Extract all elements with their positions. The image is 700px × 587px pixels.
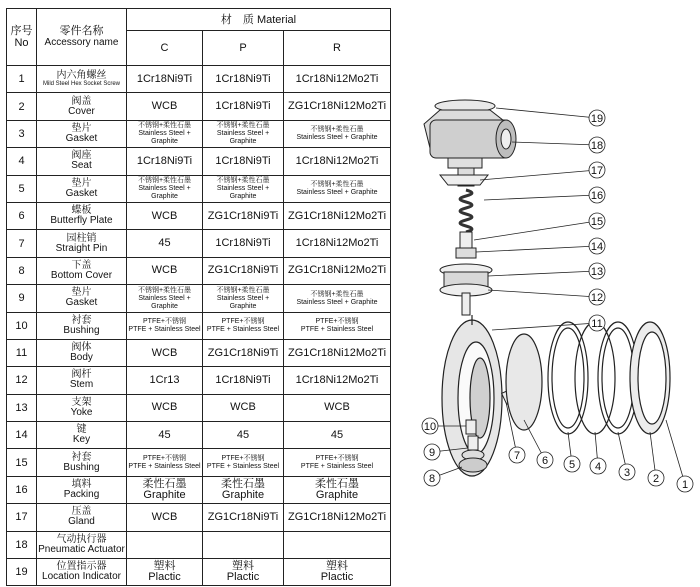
material-c <box>127 531 203 558</box>
table-row <box>7 148 391 175</box>
material-c <box>127 202 203 229</box>
callout-5 <box>564 432 580 472</box>
material-r <box>284 504 391 531</box>
material-p-line1: 柔性石墨 <box>221 478 265 491</box>
callout-2 <box>648 432 664 486</box>
col-p-header: P <box>203 31 284 66</box>
row-number: 6 <box>7 202 37 229</box>
material-r <box>284 285 391 312</box>
material-c-line2: Plactic <box>148 571 181 584</box>
material-p-line2: Plactic <box>226 571 260 584</box>
material-r-line2: Stainless Steel + Graphite <box>296 298 378 306</box>
row-number: 18 <box>7 531 37 558</box>
material-r-line1: WCB <box>324 401 350 414</box>
material-c-line1: WCB <box>151 100 178 113</box>
material-c-line1: PTFE+不锈钢 <box>143 318 186 326</box>
material-r-line1: ZG1Cr18Ni12Mo2Ti <box>288 209 387 222</box>
part-name-en: Gasket <box>65 297 98 309</box>
material-c <box>127 93 203 120</box>
material-c <box>127 230 203 257</box>
table-row <box>7 66 391 93</box>
callout-label: 13 <box>590 266 604 278</box>
pneumatic-actuator-drawing <box>424 100 516 168</box>
material-p <box>203 148 284 175</box>
part-name-en: Key <box>72 434 91 446</box>
callout-label: 2 <box>652 473 660 485</box>
material-r <box>284 559 391 586</box>
material-r <box>284 93 391 120</box>
material-c <box>127 148 203 175</box>
material-c-line2: Graphite <box>143 489 186 502</box>
part-name-en: Gland <box>68 516 95 528</box>
callout-18 <box>512 137 605 153</box>
part-name <box>37 202 127 229</box>
material-p-line1: ZG1Cr18Ni9Ti <box>207 510 279 523</box>
part-name-en: Pneumatic Actuator <box>38 543 125 555</box>
row-number: 12 <box>7 367 37 394</box>
material-r <box>284 449 391 476</box>
part-name-en: Straight Pin <box>55 242 108 254</box>
material-p-line1: 塑料 <box>232 560 254 573</box>
callout-4 <box>590 432 606 474</box>
callout-label: 5 <box>568 459 576 471</box>
material-r-line1: 1Cr18Ni12Mo2Ti <box>295 237 379 250</box>
part-name-en: Mild Steel Hex Socket Screw <box>42 80 121 87</box>
material-r-line1: ZG1Cr18Ni12Mo2Ti <box>288 346 387 359</box>
callout-label: 18 <box>590 140 604 152</box>
material-c-line1: WCB <box>151 264 178 277</box>
material-c-line1: 1Cr18Ni9Ti <box>136 154 193 167</box>
material-p <box>203 339 284 366</box>
part-name-zh: 衬套 <box>71 451 92 463</box>
table-row <box>7 422 391 449</box>
callout-label: 6 <box>541 455 549 467</box>
material-c <box>127 476 203 503</box>
material-r-line1: 45 <box>330 428 344 441</box>
part-name <box>37 422 127 449</box>
material-c <box>127 422 203 449</box>
part-name <box>37 504 127 531</box>
callout-label: 19 <box>590 113 604 125</box>
part-name-en: Packing <box>63 489 100 501</box>
callout-3 <box>618 432 635 480</box>
callout-15 <box>474 213 605 240</box>
part-name-en: Cover <box>68 105 95 117</box>
material-p <box>203 367 284 394</box>
part-name <box>37 66 127 93</box>
row-number: 8 <box>7 257 37 284</box>
callout-label: 4 <box>594 461 602 473</box>
material-c-line2: PTFE + Stainless Steel <box>128 463 201 471</box>
material-c-line1: 1Cr18Ni9Ti <box>136 72 193 85</box>
no-header-en: No <box>14 37 29 49</box>
material-p <box>203 120 284 147</box>
material-c-line1: WCB <box>151 346 178 359</box>
material-p-line2: Stainless Steel + Graphite <box>216 130 270 146</box>
material-c <box>127 66 203 93</box>
rings-drawing <box>506 322 670 434</box>
material-r-line1: 柔性石墨 <box>315 478 359 491</box>
col-c-header: C <box>127 31 203 66</box>
part-name-zh: 阀杆 <box>71 369 92 381</box>
material-c <box>127 394 203 421</box>
material-r-line2: Stainless Steel + Graphite <box>296 134 378 142</box>
row-number: 9 <box>7 285 37 312</box>
material-p <box>203 476 284 503</box>
material-c-line2: Stainless Steel + Graphite <box>138 130 191 146</box>
row-number: 3 <box>7 120 37 147</box>
part-name-zh: 键 <box>76 424 87 436</box>
part-name-en: Gasket <box>65 132 98 144</box>
material-c-line1: 柔性石墨 <box>142 478 187 491</box>
part-name <box>37 531 127 558</box>
material-p-line2: PTFE + Stainless Steel <box>206 326 280 334</box>
material-c <box>127 339 203 366</box>
material-p-line1: PTFE+不锈钢 <box>221 455 265 463</box>
part-name-en: Bushing <box>63 324 100 336</box>
part-name <box>37 120 127 147</box>
part-name-zh: 阀体 <box>71 342 92 354</box>
callout-label: 7 <box>513 450 521 462</box>
table-row <box>7 257 391 284</box>
part-name <box>37 559 127 586</box>
material-c-line1: WCB <box>151 209 178 222</box>
callout-14 <box>476 238 605 254</box>
material-r-line2: PTFE + Stainless Steel <box>300 463 374 471</box>
material-r-line1: 1Cr18Ni12Mo2Ti <box>295 72 379 85</box>
material-r-line2: Graphite <box>315 489 359 502</box>
callout-1 <box>666 420 693 492</box>
material-r <box>284 312 391 339</box>
part-name-zh: 垫片 <box>71 287 92 299</box>
material-r-line1: 1Cr18Ni12Mo2Ti <box>295 373 379 386</box>
material-p-line1: 不锈钢+柔性石墨 <box>216 177 270 185</box>
materials-table-body <box>7 66 391 586</box>
table-row <box>7 339 391 366</box>
material-c <box>127 449 203 476</box>
material-c-line1: 45 <box>158 237 171 250</box>
material-r-line1: 不锈钢+柔性石墨 <box>310 126 364 134</box>
material-header: 材 质 Material <box>127 9 391 31</box>
material-r <box>284 120 391 147</box>
material-p <box>203 449 284 476</box>
row-number: 15 <box>7 449 37 476</box>
material-r <box>284 367 391 394</box>
material-p <box>203 285 284 312</box>
part-name-en: Seat <box>71 160 92 172</box>
part-name-en: Stem <box>69 379 94 391</box>
material-c-line1: 塑料 <box>153 560 176 573</box>
row-number: 16 <box>7 476 37 503</box>
callout-12 <box>488 289 605 305</box>
row-number: 1 <box>7 66 37 93</box>
callout-label: 10 <box>423 421 437 433</box>
material-p-line1: 不锈钢+柔性石墨 <box>216 122 270 130</box>
table-row <box>7 230 391 257</box>
material-c <box>127 285 203 312</box>
callout-label: 15 <box>590 216 604 228</box>
material-c <box>127 559 203 586</box>
material-r-line2: PTFE + Stainless Steel <box>300 326 374 334</box>
part-name <box>37 449 127 476</box>
material-c-line1: WCB <box>151 401 178 414</box>
part-name-en: Bottom Cover <box>50 269 113 281</box>
part-name-zh: 填料 <box>71 479 92 491</box>
col-r-header: R <box>284 31 391 66</box>
callout-11 <box>492 315 605 331</box>
callout-8 <box>424 467 462 486</box>
part-name-zh: 气动执行器 <box>56 533 107 545</box>
material-r-line1: 不锈钢+柔性石墨 <box>310 181 364 189</box>
material-c-line1: 45 <box>158 428 171 441</box>
material-p <box>203 394 284 421</box>
material-p-line2: Stainless Steel + Graphite <box>216 185 270 201</box>
part-name-en: Body <box>70 352 93 364</box>
material-c <box>127 312 203 339</box>
material-r-line2: Plactic <box>320 571 354 584</box>
material-p-line1: 不锈钢+柔性石墨 <box>216 286 270 294</box>
row-number: 4 <box>7 148 37 175</box>
row-number: 17 <box>7 504 37 531</box>
part-name-zh: 园柱销 <box>66 232 97 244</box>
callout-label: 11 <box>591 318 603 330</box>
material-r <box>284 476 391 503</box>
table-row <box>7 504 391 531</box>
name-header-zh: 零件名称 <box>59 25 104 37</box>
material-p <box>203 66 284 93</box>
part-name <box>37 93 127 120</box>
material-r-line1: PTFE+不锈钢 <box>315 318 359 326</box>
table-row <box>7 175 391 202</box>
part-name-zh: 压盖 <box>71 506 92 518</box>
row-number: 2 <box>7 93 37 120</box>
part-name-zh: 内六角螺丝 <box>56 69 107 81</box>
material-c-line1: 不锈钢+柔性石墨 <box>137 122 192 130</box>
valve-exploded-diagram <box>400 80 700 587</box>
table-row <box>7 202 391 229</box>
material-p-line1: 1Cr18Ni9Ti <box>215 100 271 113</box>
callout-label: 8 <box>428 473 436 485</box>
row-number: 7 <box>7 230 37 257</box>
part-name <box>37 285 127 312</box>
material-r <box>284 422 391 449</box>
no-header <box>7 9 37 66</box>
name-header-en: Accessory name <box>44 37 119 48</box>
material-c-line2: Stainless Steel + Graphite <box>138 294 191 310</box>
no-header-zh: 序号 <box>10 25 33 37</box>
part-name-zh: 蝶板 <box>71 205 92 217</box>
table-row <box>7 93 391 120</box>
row-number: 10 <box>7 312 37 339</box>
material-p <box>203 93 284 120</box>
part-name <box>37 339 127 366</box>
material-r <box>284 257 391 284</box>
callout-13 <box>488 263 605 279</box>
part-name <box>37 148 127 175</box>
material-c <box>127 257 203 284</box>
material-p-line1: 1Cr18Ni9Ti <box>215 237 271 250</box>
material-p-line2: PTFE + Stainless Steel <box>206 463 280 471</box>
part-name-zh: 阀座 <box>71 150 92 162</box>
callout-label: 9 <box>428 447 436 459</box>
material-p <box>203 531 284 558</box>
callout-label: 14 <box>590 241 604 253</box>
part-name <box>37 476 127 503</box>
material-c <box>127 504 203 531</box>
material-p <box>203 175 284 202</box>
part-name <box>37 312 127 339</box>
part-name-zh: 支架 <box>71 396 92 408</box>
table-row <box>7 367 391 394</box>
material-r-line1: PTFE+不锈钢 <box>315 455 359 463</box>
material-c-line2: PTFE + Stainless Steel <box>128 326 201 334</box>
material-r <box>284 394 391 421</box>
part-name-en: Bushing <box>63 461 100 473</box>
part-name <box>37 367 127 394</box>
part-name-zh: 垫片 <box>71 177 92 189</box>
material-r-line1: ZG1Cr18Ni12Mo2Ti <box>288 510 387 523</box>
material-c-line1: 不锈钢+柔性石墨 <box>137 177 192 185</box>
material-p-line1: 45 <box>236 428 250 441</box>
part-name <box>37 175 127 202</box>
material-p-line1: PTFE+不锈钢 <box>221 318 265 326</box>
table-row <box>7 531 391 558</box>
part-name-en: Butterfly Plate <box>50 215 113 227</box>
callout-label: 3 <box>623 467 631 479</box>
material-p <box>203 422 284 449</box>
part-name-zh: 衬套 <box>71 314 92 326</box>
material-r-line2: Stainless Steel + Graphite <box>296 189 378 197</box>
material-p <box>203 257 284 284</box>
callout-label: 16 <box>590 190 604 202</box>
part-name <box>37 230 127 257</box>
material-p-line2: Graphite <box>221 489 265 502</box>
material-p-line1: WCB <box>230 401 256 414</box>
table-row <box>7 312 391 339</box>
material-r <box>284 339 391 366</box>
row-number: 5 <box>7 175 37 202</box>
material-r <box>284 531 391 558</box>
table-row <box>7 394 391 421</box>
material-c-line1: PTFE+不锈钢 <box>143 455 186 463</box>
material-p-line1: 1Cr18Ni9Ti <box>215 72 271 85</box>
part-name-zh: 下盖 <box>71 259 92 271</box>
material-c <box>127 120 203 147</box>
material-p <box>203 230 284 257</box>
material-r <box>284 66 391 93</box>
callout-label: 12 <box>590 292 604 304</box>
callout-17 <box>480 162 605 180</box>
material-r-line1: 不锈钢+柔性石墨 <box>310 290 364 298</box>
material-c <box>127 175 203 202</box>
part-name-zh: 位置指示器 <box>56 561 107 573</box>
material-r <box>284 148 391 175</box>
material-r-line1: ZG1Cr18Ni12Mo2Ti <box>288 264 387 277</box>
material-r-line1: 塑料 <box>326 560 348 573</box>
material-p <box>203 504 284 531</box>
table-row <box>7 559 391 586</box>
yoke-stack-drawing <box>440 168 492 315</box>
material-p-line1: ZG1Cr18Ni9Ti <box>207 346 279 359</box>
material-c-line1: WCB <box>151 510 178 523</box>
table-row <box>7 449 391 476</box>
table-row <box>7 285 391 312</box>
row-number: 14 <box>7 422 37 449</box>
material-r <box>284 202 391 229</box>
part-name-en: Gasket <box>65 187 98 199</box>
material-p-line1: ZG1Cr18Ni9Ti <box>207 264 279 277</box>
callout-16 <box>484 187 605 203</box>
part-name-en: Location Indicator <box>42 571 121 583</box>
part-name-zh: 阀盖 <box>71 95 92 107</box>
row-number: 19 <box>7 559 37 586</box>
material-p-line1: 1Cr18Ni9Ti <box>215 373 271 386</box>
material-p-line1: 1Cr18Ni9Ti <box>215 154 271 167</box>
name-header <box>37 9 127 66</box>
material-p <box>203 312 284 339</box>
material-c-line2: Stainless Steel + Graphite <box>138 185 191 201</box>
table-row <box>7 476 391 503</box>
material-r-line1: ZG1Cr18Ni12Mo2Ti <box>288 100 387 113</box>
material-r-line1: 1Cr18Ni12Mo2Ti <box>295 154 379 167</box>
part-name <box>37 394 127 421</box>
part-name <box>37 257 127 284</box>
callout-19 <box>496 108 605 126</box>
row-number: 13 <box>7 394 37 421</box>
material-r <box>284 175 391 202</box>
material-p <box>203 202 284 229</box>
material-c-line1: 不锈钢+柔性石墨 <box>137 286 192 294</box>
callout-label: 1 <box>681 479 689 491</box>
material-p-line1: ZG1Cr18Ni9Ti <box>207 209 279 222</box>
material-p-line2: Stainless Steel + Graphite <box>216 294 270 310</box>
material-c <box>127 367 203 394</box>
part-name-zh: 垫片 <box>71 122 92 134</box>
material-p <box>203 559 284 586</box>
table-row <box>7 120 391 147</box>
row-number: 11 <box>7 339 37 366</box>
callout-label: 17 <box>590 165 604 177</box>
material-c-line1: 1Cr13 <box>149 373 180 386</box>
part-name-en: Yoke <box>70 406 93 418</box>
material-r <box>284 230 391 257</box>
materials-table <box>6 8 391 586</box>
